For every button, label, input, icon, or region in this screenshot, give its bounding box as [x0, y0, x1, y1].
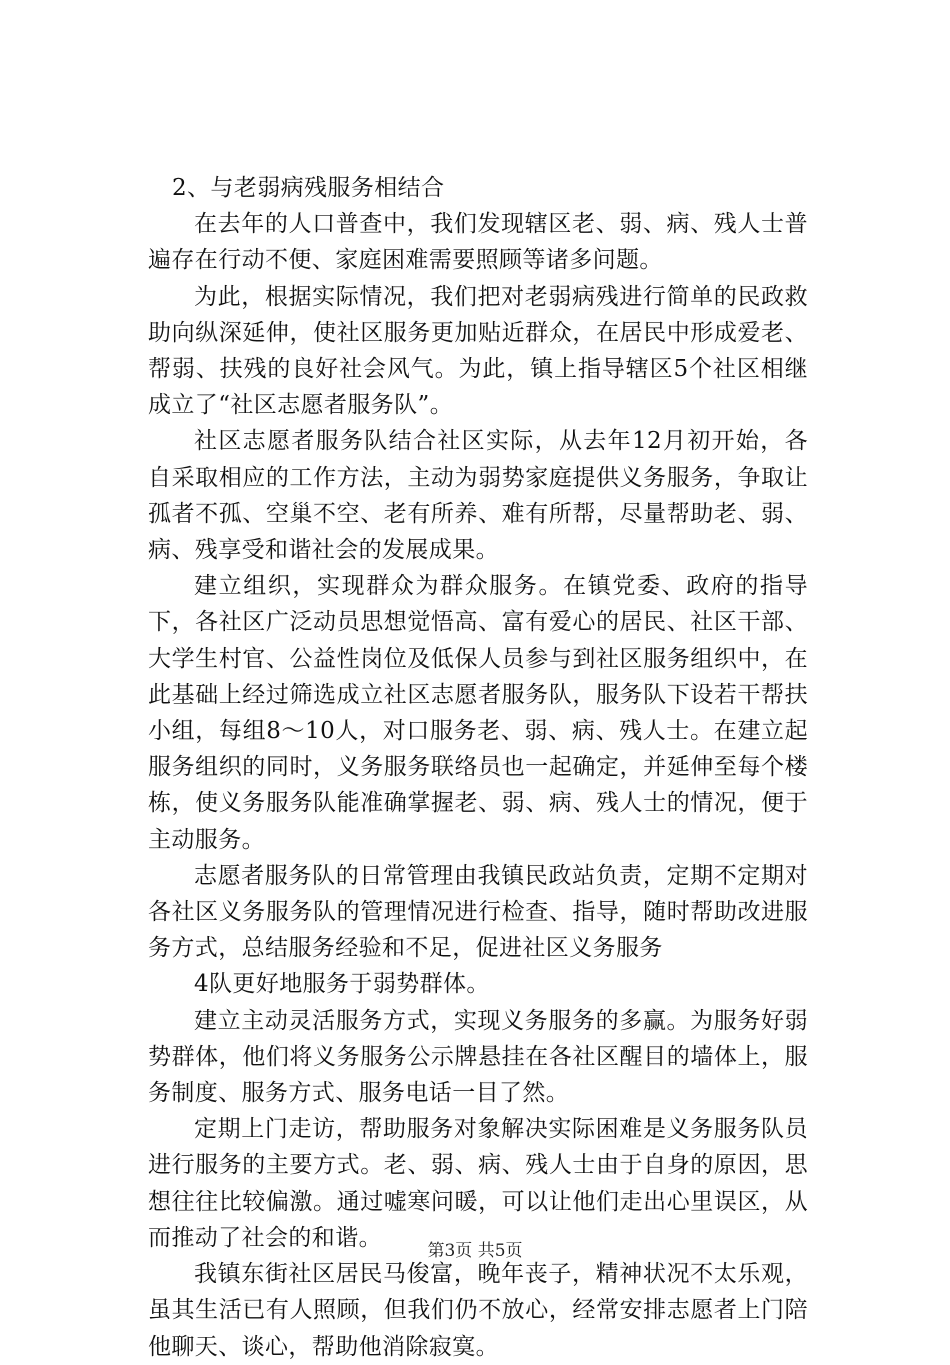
paragraph-2: 为此，根据实际情况，我们把对老弱病残进行简单的民政救助向纵深延伸，使社区服务更加贴近群众，在居民中形成爱老、帮弱、扶残的良好社会风气。为此，镇上指导辖区5个社区相继成立了“社区志愿者服务队”。: [148, 283, 808, 419]
paragraph-1: 在去年的人口普查中，我们发现辖区老、弱、病、残人士普遍存在行动不便、家庭困难需要照顾等诸多问题。: [148, 211, 808, 274]
page-number: 第3页: [427, 1241, 473, 1261]
paragraph-3: 社区志愿者服务队结合社区实际，从去年12月初开始，各自采取相应的工作方法，主动为弱势家庭提供义务服务，争取让孤者不孤、空巢不空、老有所养、难有所帮，尽量帮助老、弱、病、残享受和谐社会的发展成果。: [148, 428, 808, 564]
paragraph-4: 建立组织，实现群众为群众服务。在镇党委、政府的指导下，各社区广泛动员思想觉悟高、富有爱心的居民、社区干部、大学生村官、公益性岗位及低保人员参与到社区服务组织中，在此基础上经过筛选成立社区志愿者服务队，服务队下设若干帮扶小组，每组8～10人，对口服务老、弱、病、残人士。在建立起服务组织的同时，义务服务联络员也一起确定，并延伸至每个楼栋，使义务服务队能准确掌握老、弱、病、残人士的情况，便于主动服务。: [148, 573, 808, 853]
section-heading: 2、与老弱病残服务相结合: [172, 175, 445, 201]
document-body: [148, 170, 808, 1365]
paragraph-8: 定期上门走访，帮助服务对象解决实际困难是义务服务队员进行服务的主要方式。老、弱、病、残人士由于自身的原因，思想往往比较偏激。通过嘘寒问暖，可以让他们走出心里误区，从而推动了社会的和谐。: [148, 1116, 808, 1251]
paragraph-5: 志愿者服务队的日常管理由我镇民政站负责，定期不定期对各社区义务服务队的管理情况进行检查、指导，随时帮助改进服务方式，总结服务经验和不足，促进社区义务服务: [148, 862, 808, 962]
page-total: 共5页: [477, 1241, 523, 1261]
page-footer: [0, 1236, 950, 1261]
paragraph-7: 建立主动灵活服务方式，实现义务服务的多赢。为服务好弱势群体，他们将义务服务公示牌悬挂在各社区醒目的墙体上，服务制度、服务方式、服务电话一目了然。: [148, 1007, 808, 1107]
paragraph-6: 4队更好地服务于弱势群体。: [194, 971, 490, 998]
paragraph-9: 我镇东街社区居民马俊富，晚年丧子，精神状况不太乐观，虽其生活已有人照顾，但我们仍不放心，经常安排志愿者上门陪他聊天、谈心，帮助他消除寂寞。: [148, 1261, 808, 1360]
